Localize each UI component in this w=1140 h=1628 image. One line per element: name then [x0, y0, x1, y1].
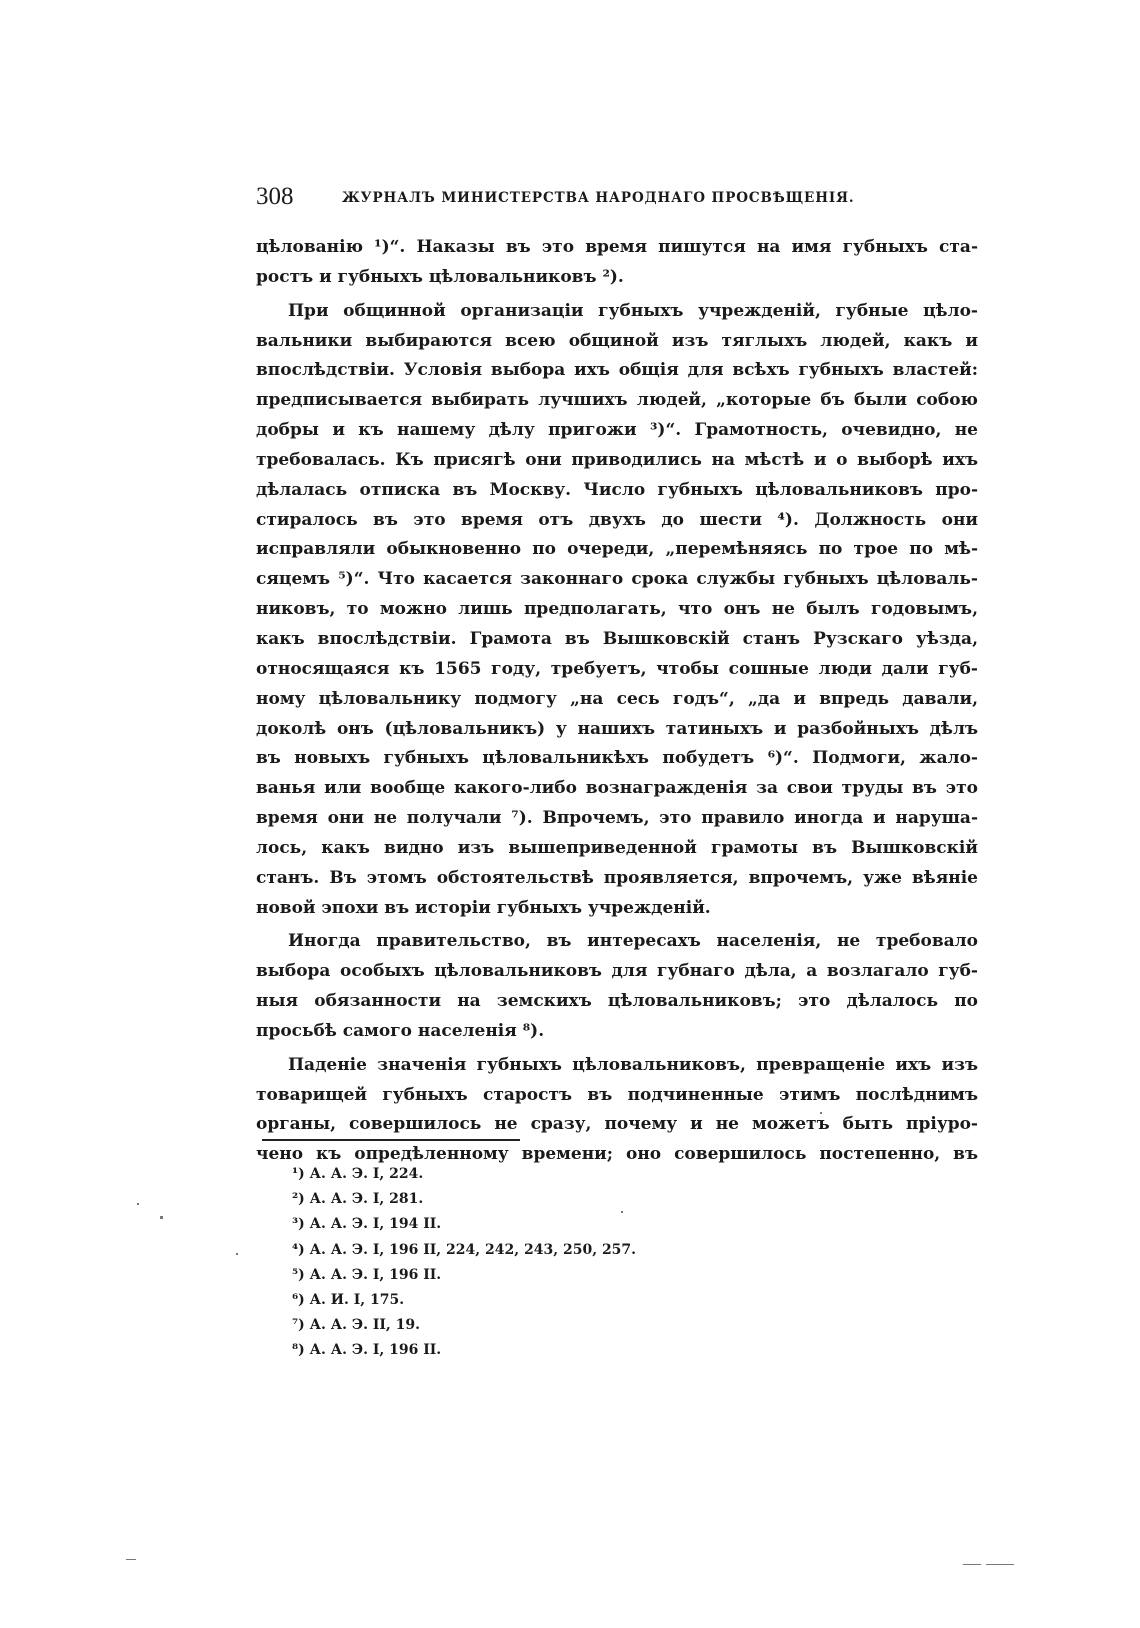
footnote: ⁶) А. И. I, 175. [292, 1291, 405, 1308]
text-line: Иногда правительство, въ интересахъ населенія, не требовало [288, 931, 978, 952]
text-line: дѣлалась отписка въ Москву. Число губныхъ цѣловальниковъ про- [256, 479, 978, 500]
text-line: цѣлованію ¹)“. Наказы въ это время пишутся на имя губныхъ ста- [256, 237, 978, 257]
footnote-rule [262, 1139, 520, 1141]
footnote: ⁴) А. А. Э. I, 196 II, 224, 242, 243, 250, 257. [292, 1241, 637, 1258]
scan-speck [236, 1253, 238, 1255]
text-line: исправляли обыкновенно по очереди, „перемѣняясь по трое по мѣ- [256, 539, 978, 560]
text-line: ному цѣловальнику подмогу „на сесь годъ“, „да и впредь давали, [256, 688, 978, 709]
text-line: При общинной организаціи губныхъ учрежденій, губные цѣло- [288, 300, 978, 321]
text-line: доколѣ онъ (цѣловальникъ) у нашихъ татиныхъ и разбойныхъ дѣлъ [256, 718, 978, 739]
text-line: выбора особыхъ цѣловальниковъ для губнаго дѣла, а возлагало губ- [256, 961, 978, 982]
text-line: станъ. Въ этомъ обстоятельствѣ проявляется, впрочемъ, уже вѣяніе [256, 867, 978, 888]
text-line: вальники выбираются всею общиной изъ тяглыхъ людей, какъ и [256, 330, 978, 351]
text-line: впослѣдствіи. Условія выбора ихъ общія для всѣхъ губныхъ властей: [256, 360, 978, 381]
text-line: ванья или вообще какого-либо вознагражденія за свои труды въ это [256, 778, 978, 799]
scan-speck [126, 1559, 136, 1560]
text-line: сяцемъ ⁵)“. Что касается законнаго срока службы губныхъ цѣловаль- [256, 569, 978, 590]
footnote: ²) А. А. Э. I, 281. [292, 1191, 424, 1208]
text-line: просьбѣ самого населенія ⁸). [256, 1020, 545, 1041]
text-line: въ новыхъ губныхъ цѣловальникѣхъ побудетъ ⁶)“. Подмоги, жало- [256, 748, 978, 769]
footnote: ³) А. А. Э. I, 194 II. [292, 1216, 442, 1233]
scan-speck [820, 1112, 822, 1114]
text-line: требовалась. Къ присягѣ они приводились на мѣстѣ и о выборѣ ихъ [256, 449, 978, 470]
footnote: ⁷) А. А. Э. II, 19. [292, 1317, 421, 1334]
scan-speck [621, 1211, 623, 1213]
text-line: никовъ, то можно лишь предполагать, что онъ не былъ годовымъ, [256, 599, 978, 620]
text-line: время они не получали ⁷). Впрочемъ, это правило иногда и наруша- [256, 808, 978, 829]
text-line: добры и къ нашему дѣлу пригожи ³)“. Грамотность, очевидно, не [256, 420, 978, 441]
text-line: новой эпохи въ исторіи губныхъ учрежденій. [256, 897, 711, 918]
text-line: товарищей губныхъ старостъ въ подчиненные этимъ послѣднимъ [256, 1084, 978, 1105]
scan-speck [160, 1216, 163, 1219]
footnote: ⁸) А. А. Э. I, 196 II. [292, 1342, 442, 1359]
scan-speck [986, 1564, 1014, 1565]
footnotes [292, 1162, 636, 1364]
text-line: предписывается выбирать лучшихъ людей, „которые бъ были собою [256, 390, 978, 411]
text-line: лось, какъ видно изъ вышеприведенной грамоты въ Вышковскій [256, 837, 978, 858]
text-line: органы, совершилось не сразу, почему и не можетъ быть пріуро- [256, 1114, 978, 1135]
running-head [256, 180, 971, 214]
text-line: стиралось въ это время отъ двухъ до шести ⁴). Должность они [256, 509, 978, 530]
footnote: ⁵) А. А. Э. I, 196 II. [292, 1266, 442, 1283]
text-line: относящаяся къ 1565 году, требуетъ, чтобы сошные люди дали губ- [256, 658, 978, 679]
text-line: какъ впослѣдствіи. Грамота въ Вышковскій станъ Рузскаго уѣзда, [256, 628, 978, 649]
scan-speck [137, 1203, 139, 1205]
footnote: ¹) А. А. Э. I, 224. [292, 1166, 424, 1182]
text-line: ростъ и губныхъ цѣловальниковъ ²). [256, 266, 624, 287]
journal-title: ЖУРНАЛЪ МИНИСТЕРСТВА НАРОДНАГО ПРОСВѢЩЕНІЯ. [342, 190, 855, 206]
text-line: чено къ опредѣленному времени; оно совершилось постепенно, въ [256, 1144, 978, 1165]
scan-speck [963, 1564, 981, 1565]
text-line: ныя обязанности на земскихъ цѣловальниковъ; это дѣлалось по [256, 991, 978, 1012]
text-line: Паденіе значенія губныхъ цѣловальниковъ, превращеніе ихъ изъ [288, 1054, 978, 1075]
page-number: 308 [256, 183, 294, 210]
main-text [256, 233, 978, 1170]
